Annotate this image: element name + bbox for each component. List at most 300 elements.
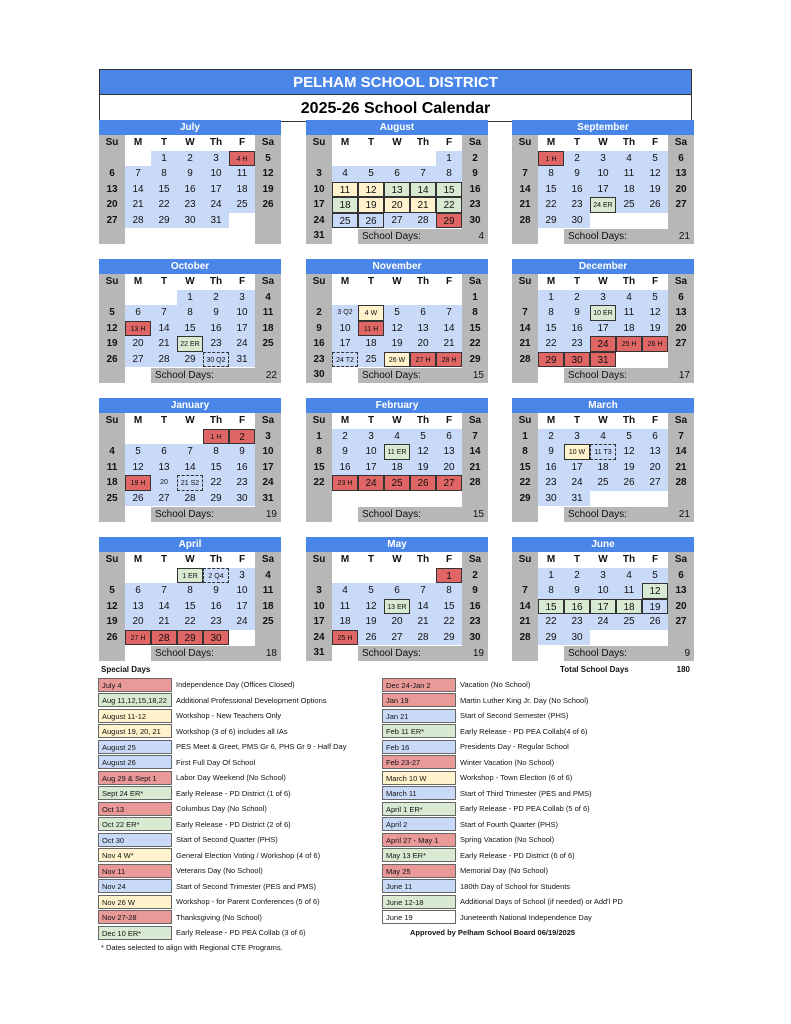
day-cell: 5 [642, 151, 668, 167]
day-cell: 12 [99, 599, 125, 615]
day-cell: 9 [462, 583, 488, 599]
day-cell: 15 [538, 599, 564, 615]
day-cell: 9 [538, 444, 564, 460]
day-cell: 14 [512, 321, 538, 337]
weekday-header: T [564, 413, 590, 429]
school-days-label: School Days: [568, 230, 627, 242]
weekday-header: W [590, 413, 616, 429]
day-cell: 11 T3 [590, 444, 616, 460]
day-cell: 20 [668, 321, 694, 337]
day-cell: 15 [177, 599, 203, 615]
school-days-value: 22 [265, 369, 277, 381]
day-cell: 14 [668, 444, 694, 460]
day-cell: 19 [616, 460, 642, 476]
empty-cell [384, 290, 410, 306]
weekday-header: Th [203, 552, 229, 568]
day-cell: 16 [462, 182, 488, 198]
weekday-header: W [590, 552, 616, 568]
empty-cell [125, 645, 151, 661]
legend-date: Nov 27-28 [98, 910, 172, 924]
day-cell: 14 [462, 444, 488, 460]
day-cell: 25 [384, 475, 410, 491]
day-cell: 23 [203, 614, 229, 630]
school-days-row [151, 507, 281, 523]
legend-description: PES Meet & Greet, PMS Gr 6, PHS Gr 9 - Half Day [176, 742, 347, 752]
empty-cell [590, 491, 616, 507]
empty-cell [410, 290, 436, 306]
district-banner: PELHAM SCHOOL DISTRICT [99, 69, 692, 95]
legend-row [98, 677, 388, 693]
day-cell: 8 [177, 583, 203, 599]
day-cell: 14 [151, 321, 177, 337]
empty-cell [177, 429, 203, 445]
empty-cell [306, 506, 332, 522]
day-cell: 20 [99, 197, 125, 213]
day-cell: 5 [642, 290, 668, 306]
day-cell: 25 [358, 352, 384, 368]
weekday-header: Th [410, 135, 436, 151]
legend-row [382, 848, 692, 864]
empty-cell [255, 228, 281, 244]
school-days-label: School Days: [362, 508, 421, 520]
legend-description: Early Release - PD PEA Collab (3 of 6) [176, 928, 306, 938]
day-cell: 10 [229, 583, 255, 599]
day-cell: 5 [125, 444, 151, 460]
legend-description: Workshop - for Parent Conferences (5 of 6) [176, 897, 320, 907]
weekday-header: Sa [668, 552, 694, 568]
weekday-header: W [590, 274, 616, 290]
weekday-header: M [125, 552, 151, 568]
day-cell: 29 [177, 630, 203, 646]
day-cell: 15 [462, 321, 488, 337]
legend-row [98, 848, 388, 864]
weekday-header: F [229, 552, 255, 568]
day-cell: 2 [538, 429, 564, 445]
day-cell: 21 [668, 460, 694, 476]
empty-cell [410, 491, 436, 507]
legend-date: August 25 [98, 740, 172, 754]
day-cell: 6 [668, 568, 694, 584]
day-cell: 1 [177, 290, 203, 306]
legend-right [382, 677, 692, 925]
legend-description: Start of Second Semester (PHS) [460, 711, 569, 721]
month-may [306, 537, 488, 661]
day-cell: 24 [229, 614, 255, 630]
legend-description: Workshop (3 of 6) includes all IAs [176, 726, 288, 736]
day-cell: 17 [358, 460, 384, 476]
day-cell: 24 [590, 336, 616, 352]
school-days-row [564, 646, 694, 662]
school-days-row [358, 507, 488, 523]
day-cell: 29 [436, 213, 462, 229]
legend-description: General Election Voting / Workshop (4 of 6) [176, 850, 321, 860]
day-cell: 12 [642, 583, 668, 599]
day-cell: 22 ER [177, 336, 203, 352]
day-cell: 10 [358, 444, 384, 460]
day-cell: 22 [436, 614, 462, 630]
day-cell: 8 [538, 166, 564, 182]
school-days-value: 17 [678, 369, 690, 381]
day-cell: 17 [590, 599, 616, 615]
day-cell: 28 [151, 352, 177, 368]
day-cell: 20 [668, 182, 694, 198]
legend-description: Start of Fourth Quarter (PHS) [460, 819, 558, 829]
day-cell: 29 [538, 352, 564, 368]
day-cell: 28 [151, 630, 177, 646]
day-cell: 21 [125, 197, 151, 213]
weekday-header: M [332, 135, 358, 151]
empty-cell [590, 213, 616, 229]
weekday-header: W [177, 274, 203, 290]
day-cell: 26 [410, 475, 436, 491]
school-days-row [151, 646, 281, 662]
month-title: April [99, 537, 281, 552]
day-cell: 12 [642, 305, 668, 321]
day-cell: 21 [410, 197, 436, 213]
weekday-header: Th [616, 135, 642, 151]
day-cell: 22 [462, 336, 488, 352]
empty-cell [512, 290, 538, 306]
day-cell: 26 [642, 197, 668, 213]
day-cell: 11 [255, 305, 281, 321]
day-cell: 23 [564, 197, 590, 213]
empty-cell [668, 491, 694, 507]
day-cell: 13 [668, 305, 694, 321]
weekday-header: Th [203, 135, 229, 151]
day-cell: 19 [99, 336, 125, 352]
weekday-header: Sa [462, 552, 488, 568]
day-cell: 27 [151, 491, 177, 507]
weekday-header: Sa [255, 135, 281, 151]
weekday-header: M [125, 274, 151, 290]
legend-row [382, 708, 692, 724]
weekday-header: F [436, 274, 462, 290]
day-cell: 5 [358, 166, 384, 182]
day-cell: 23 [306, 352, 332, 368]
day-cell: 7 [410, 166, 436, 182]
day-cell: 27 [668, 336, 694, 352]
day-cell: 28 [512, 630, 538, 646]
weekday-header: M [125, 135, 151, 151]
school-days-label: School Days: [362, 369, 421, 381]
day-cell: 19 [642, 321, 668, 337]
weekday-header: Th [410, 413, 436, 429]
empty-cell [229, 213, 255, 229]
day-cell: 13 [436, 444, 462, 460]
month-grid [99, 552, 281, 661]
day-cell: 17 [229, 321, 255, 337]
day-cell: 10 [590, 166, 616, 182]
day-cell: 29 [538, 213, 564, 229]
day-cell: 10 [306, 182, 332, 198]
day-cell: 11 ER [384, 444, 410, 460]
day-cell: 22 [177, 614, 203, 630]
weekday-header: Su [306, 552, 332, 568]
day-cell: 4 [590, 429, 616, 445]
legend-date: Aug 11,12,15,18,22 [98, 693, 172, 707]
day-cell: 24 ER [590, 197, 616, 213]
day-cell: 16 [203, 599, 229, 615]
legend-row [98, 739, 388, 755]
empty-cell [125, 568, 151, 584]
school-days-label: School Days: [568, 508, 627, 520]
day-cell: 9 [564, 583, 590, 599]
weekday-header: W [177, 135, 203, 151]
weekday-header: M [125, 413, 151, 429]
day-cell: 20 [125, 614, 151, 630]
day-cell: 4 [616, 568, 642, 584]
month-grid [306, 274, 488, 383]
day-cell: 21 [410, 614, 436, 630]
day-cell: 2 [177, 151, 203, 167]
weekday-header: Sa [668, 413, 694, 429]
school-days-value: 19 [472, 647, 484, 659]
day-cell: 25 [616, 614, 642, 630]
weekday-header: Th [616, 413, 642, 429]
day-cell: 25 H [332, 630, 358, 646]
month-title: March [512, 398, 694, 413]
day-cell: 7 [151, 583, 177, 599]
month-grid [512, 413, 694, 522]
day-cell: 25 [99, 491, 125, 507]
day-cell: 6 [99, 166, 125, 182]
legend-row [98, 817, 388, 833]
legend-row [98, 863, 388, 879]
legend-date: July 4 [98, 678, 172, 692]
day-cell: 26 W [384, 352, 410, 368]
empty-cell [99, 568, 125, 584]
day-cell: 4 [255, 290, 281, 306]
empty-cell [125, 151, 151, 167]
day-cell: 2 Q4 [203, 568, 229, 584]
day-cell: 20 [384, 614, 410, 630]
day-cell: 24 [590, 614, 616, 630]
day-cell: 13 [668, 166, 694, 182]
day-cell: 16 [564, 182, 590, 198]
legend-date: Nov 24 [98, 879, 172, 893]
day-cell: 15 [436, 599, 462, 615]
special-days-label: Special Days [101, 665, 151, 674]
day-cell: 5 [99, 583, 125, 599]
day-cell: 9 [564, 305, 590, 321]
day-cell: 10 W [564, 444, 590, 460]
day-cell: 31 [306, 645, 332, 661]
day-cell: 21 [462, 460, 488, 476]
day-cell: 26 [358, 213, 384, 229]
day-cell: 10 [590, 583, 616, 599]
month-grid [99, 135, 281, 244]
day-cell: 2 [332, 429, 358, 445]
school-days-row [358, 368, 488, 384]
weekday-header: F [642, 413, 668, 429]
legend-description: 180th Day of School for Students [460, 881, 571, 891]
day-cell: 23 [462, 197, 488, 213]
legend-date: May 25 [382, 864, 456, 878]
school-days-value: 21 [678, 508, 690, 520]
day-cell: 7 [436, 305, 462, 321]
legend-description: Columbus Day (No School) [176, 804, 267, 814]
day-cell: 20 [436, 460, 462, 476]
weekday-header: F [642, 135, 668, 151]
day-cell: 29 [436, 630, 462, 646]
empty-cell [99, 367, 125, 383]
empty-cell [358, 568, 384, 584]
day-cell: 2 [462, 151, 488, 167]
day-cell: 30 [564, 213, 590, 229]
legend-date: June 11 [382, 879, 456, 893]
empty-cell [590, 630, 616, 646]
weekday-header: Th [203, 274, 229, 290]
day-cell: 14 [512, 599, 538, 615]
day-cell: 30 [564, 630, 590, 646]
day-cell: 2 [564, 568, 590, 584]
day-cell: 6 [384, 583, 410, 599]
day-cell: 12 [410, 444, 436, 460]
day-cell: 1 [151, 151, 177, 167]
day-cell: 26 [99, 352, 125, 368]
empty-cell [306, 568, 332, 584]
empty-cell [642, 352, 668, 368]
weekday-header: M [332, 413, 358, 429]
empty-cell [668, 352, 694, 368]
day-cell: 17 [332, 336, 358, 352]
weekday-header: Su [512, 552, 538, 568]
day-cell: 14 [512, 182, 538, 198]
day-cell: 2 [564, 151, 590, 167]
day-cell: 28 [177, 491, 203, 507]
month-title: December [512, 259, 694, 274]
empty-cell [255, 352, 281, 368]
empty-cell [332, 506, 358, 522]
weekday-header: M [538, 135, 564, 151]
weekday-header: T [151, 552, 177, 568]
day-cell: 22 [203, 475, 229, 491]
day-cell: 1 [538, 568, 564, 584]
day-cell: 13 [668, 583, 694, 599]
day-cell: 17 [564, 460, 590, 476]
legend-row [382, 801, 692, 817]
day-cell: 1 ER [177, 568, 203, 584]
month-title: June [512, 537, 694, 552]
day-cell: 8 [203, 444, 229, 460]
school-days-label: School Days: [568, 647, 627, 659]
weekday-header: Sa [462, 413, 488, 429]
month-title: July [99, 120, 281, 135]
day-cell: 7 [512, 166, 538, 182]
legend-description: Early Release - PD District (2 of 6) [176, 819, 291, 829]
day-cell: 3 [255, 429, 281, 445]
day-cell: 24 [306, 630, 332, 646]
empty-cell [125, 367, 151, 383]
empty-cell [410, 151, 436, 167]
day-cell: 30 [462, 630, 488, 646]
month-grid [512, 274, 694, 383]
empty-cell [616, 213, 642, 229]
day-cell: 23 [203, 336, 229, 352]
day-cell: 26 [125, 491, 151, 507]
weekday-header: T [151, 135, 177, 151]
empty-cell [642, 213, 668, 229]
empty-cell [332, 151, 358, 167]
legend-description: Independence Day (Offices Closed) [176, 680, 295, 690]
day-cell: 16 [203, 321, 229, 337]
weekday-header: W [384, 413, 410, 429]
day-cell: 29 [151, 213, 177, 229]
day-cell: 7 [151, 305, 177, 321]
legend-description: Martin Luther King Jr. Day (No School) [460, 695, 589, 705]
day-cell: 7 [512, 583, 538, 599]
day-cell: 3 Q2 [332, 305, 358, 321]
legend-date: Nov 26 W [98, 895, 172, 909]
legend-date: March 11 [382, 786, 456, 800]
day-cell: 21 [512, 336, 538, 352]
legend-description: Workshop - New Teachers Only [176, 711, 282, 721]
day-cell: 19 [384, 336, 410, 352]
legend-date: Dec 24-Jan 2 [382, 678, 456, 692]
day-cell: 1 [436, 568, 462, 584]
legend-date: April 27 - May 1 [382, 833, 456, 847]
day-cell: 21 [436, 336, 462, 352]
day-cell: 17 [306, 197, 332, 213]
legend-date: August 11-12 [98, 709, 172, 723]
day-cell: 14 [410, 599, 436, 615]
weekday-header: T [564, 552, 590, 568]
day-cell: 15 [538, 182, 564, 198]
weekday-header: T [358, 274, 384, 290]
day-cell: 11 [332, 182, 358, 198]
empty-cell [306, 151, 332, 167]
day-cell: 11 [229, 166, 255, 182]
day-cell: 8 [306, 444, 332, 460]
legend-description: Early Release - PD District (1 of 6) [176, 788, 291, 798]
month-june [512, 537, 694, 661]
empty-cell [99, 429, 125, 445]
page-title: 2025-26 School Calendar [99, 95, 692, 122]
day-cell: 7 [410, 583, 436, 599]
legend-date: Jan 21 [382, 709, 456, 723]
month-october [99, 259, 281, 383]
day-cell: 28 H [436, 352, 462, 368]
legend-row [382, 894, 692, 910]
weekday-header: Su [306, 274, 332, 290]
day-cell: 9 [203, 583, 229, 599]
day-cell: 25 [255, 614, 281, 630]
empty-cell [99, 151, 125, 167]
day-cell: 14 [177, 460, 203, 476]
day-cell: 16 [538, 460, 564, 476]
day-cell: 19 [642, 599, 668, 615]
month-grid [99, 274, 281, 383]
month-april [99, 537, 281, 661]
legend-row [98, 724, 388, 740]
day-cell: 21 [512, 614, 538, 630]
day-cell: 7 [668, 429, 694, 445]
legend-date: April 1 ER* [382, 802, 456, 816]
day-cell: 27 [668, 197, 694, 213]
legend-date: May 13 ER* [382, 848, 456, 862]
day-cell: 24 [229, 336, 255, 352]
day-cell: 16 [229, 460, 255, 476]
day-cell: 20 [668, 599, 694, 615]
day-cell: 29 [177, 352, 203, 368]
empty-cell [642, 491, 668, 507]
day-cell: 29 [462, 352, 488, 368]
month-title: September [512, 120, 694, 135]
day-cell: 28 [668, 475, 694, 491]
empty-cell [229, 630, 255, 646]
total-value: 180 [676, 665, 690, 674]
day-cell: 1 H [538, 151, 564, 167]
